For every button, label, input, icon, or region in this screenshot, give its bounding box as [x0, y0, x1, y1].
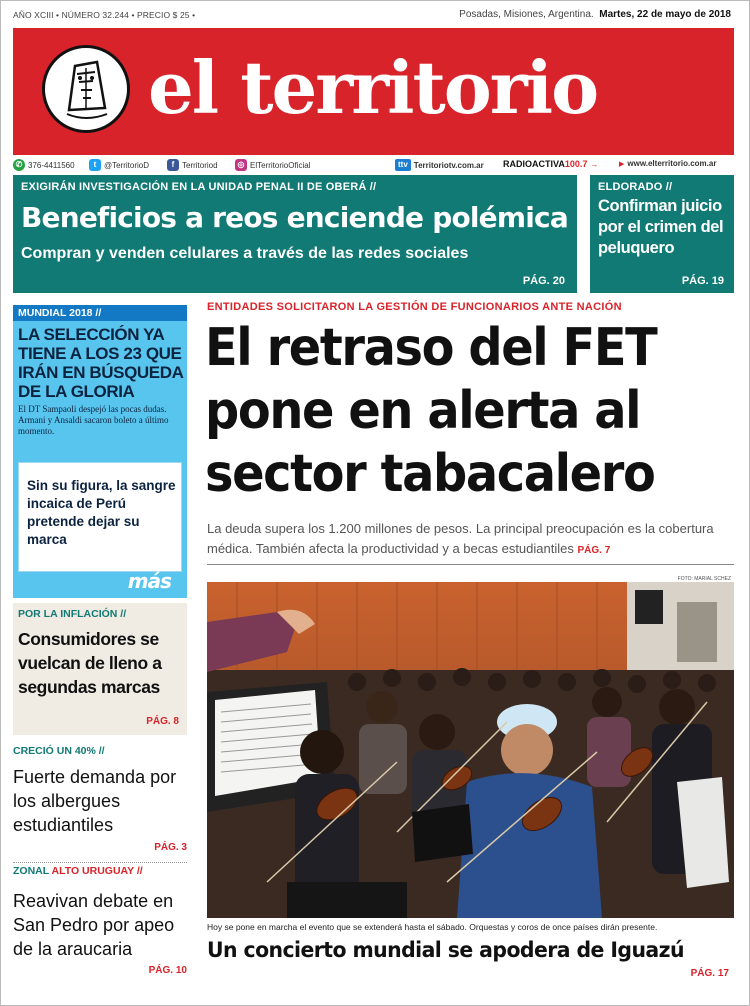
masthead-logo-icon	[42, 45, 130, 133]
issue-meta-bar	[13, 10, 731, 24]
peru-teaser[interactable]	[18, 462, 182, 572]
headline: Confirman juicio por el crimen del peluquero	[598, 197, 724, 257]
tv-link[interactable]	[395, 159, 484, 171]
instagram-link[interactable]	[235, 159, 310, 171]
date: Martes, 22 de mayo de 2018	[599, 9, 731, 20]
page-ref: PÁG. 17	[690, 968, 729, 979]
top-story-reos[interactable]	[13, 175, 577, 293]
page-ref: PÁG. 20	[522, 275, 565, 287]
whatsapp-number: 376-4411560	[28, 160, 75, 170]
masthead-title: el territorio	[148, 45, 598, 130]
twitter-handle: @TerritorioD	[104, 160, 150, 170]
mundial-box[interactable]	[13, 305, 187, 598]
orchestra-photo[interactable]	[207, 582, 734, 918]
photo-credit: FOTO: MARIAL SCHEZ	[677, 576, 731, 582]
radio-name	[503, 159, 587, 169]
main-subhead	[207, 519, 734, 561]
arrow-icon: ▶	[619, 160, 625, 168]
page-ref: PÁG. 8	[146, 716, 179, 727]
kicker-section: ZONAL	[13, 865, 49, 877]
subhead-text: La deuda supera los 1.200 millones de pesos. La principal preocupación es la cobertura médica. También afecta la productividad y a becas estudiantiles	[207, 521, 714, 556]
issue-info: AÑO XCIII • NÚMERO 32.244 • PRECIO $ 25 •	[13, 10, 196, 20]
headline: Consumidores se vuelcan de lleno a segundas marcas	[18, 629, 162, 697]
main-headline[interactable]: El retraso del FET pone en alerta al sector tabacalero	[205, 318, 657, 504]
top-story-eldorado[interactable]	[590, 175, 734, 293]
headline: Reavivan debate en San Pedro por apeo de la araucaria	[13, 891, 175, 959]
inflacion-story[interactable]	[13, 603, 187, 735]
page-ref: PÁG. 3	[154, 842, 187, 853]
zonal-story[interactable]	[13, 863, 187, 988]
instagram-icon: ◎	[235, 159, 247, 171]
teaser-headline: Sin su figura, la sangre incaica de Perú pretende dejar su marca	[27, 478, 176, 547]
headline: Fuerte demanda por los albergues estudiantiles	[13, 767, 177, 835]
kicker: MUNDIAL 2018 //	[13, 305, 187, 321]
headline: Beneficios a reos enciende polémica	[21, 201, 568, 234]
subhead: Compran y venden celulares a través de las redes sociales	[21, 245, 469, 262]
tv-url: Territoriotv.com.ar	[413, 160, 484, 170]
page-ref: PÁG. 7	[577, 545, 611, 556]
photo-headline[interactable]: Un concierto mundial se apodera de Iguazú	[207, 938, 684, 963]
facebook-link[interactable]	[167, 159, 218, 171]
radio-link[interactable]	[503, 159, 598, 169]
dateline	[459, 9, 731, 20]
kicker	[13, 865, 143, 877]
kicker: CRECIÓ UN 40% //	[13, 745, 105, 757]
mas-logo: más	[127, 569, 171, 593]
radio-frequency: 100.7	[564, 159, 588, 169]
kicker-region: ALTO URUGUAY //	[51, 865, 143, 877]
tv-icon: ttv	[395, 159, 411, 171]
twitter-icon: t	[89, 159, 101, 171]
facebook-icon: f	[167, 159, 179, 171]
social-bar	[13, 157, 731, 173]
kicker: ELDORADO //	[598, 181, 673, 193]
kicker: EXIGIRÁN INVESTIGACIÓN EN LA UNIDAD PENAL II DE OBERÁ //	[21, 181, 377, 193]
albergues-story[interactable]	[13, 743, 187, 861]
twitter-link[interactable]	[89, 159, 149, 171]
headline: LA SELECCIÓN YA TIENE A LOS 23 QUE IRÁN EN BÚSQUEDA DE LA GLORIA	[18, 325, 183, 401]
arrow-icon: →	[590, 159, 599, 169]
web-url: www.elterritorio.com.ar	[627, 159, 717, 168]
radio-label: RADIOACTIVA	[503, 159, 565, 169]
location: Posadas, Misiones, Argentina.	[459, 9, 594, 20]
web-link[interactable]	[619, 159, 716, 168]
main-kicker: ENTIDADES SOLICITARON LA GESTIÓN DE FUNCIONARIOS ANTE NACIÓN	[207, 301, 622, 313]
kicker: POR LA INFLACIÓN //	[18, 608, 127, 620]
divider	[207, 564, 734, 565]
masthead	[13, 28, 734, 155]
instagram-handle: ElTerritorioOficial	[250, 160, 311, 170]
page-ref: PÁG. 10	[148, 965, 187, 976]
page-ref: PÁG. 19	[681, 275, 724, 287]
facebook-handle: Territoriod	[182, 160, 218, 170]
whatsapp-icon: ✆	[13, 159, 25, 171]
whatsapp-link[interactable]	[13, 159, 75, 171]
body-text: El DT Sampaoli despejó las pocas dudas. Armani y Ansaldi sacaron boleto a último momento.	[18, 404, 169, 436]
photo-caption: Hoy se pone en marcha el evento que se extenderá hasta el sábado. Orquestas y coros de once países dirán presente.	[207, 922, 658, 932]
